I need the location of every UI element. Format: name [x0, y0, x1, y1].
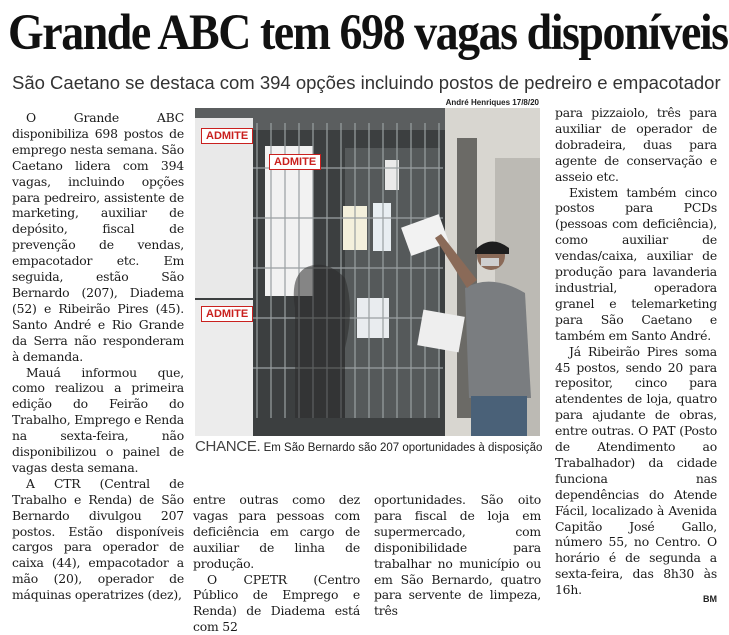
headline: Grande ABC tem 698 vagas disponíveis: [8, 5, 728, 61]
paragraph: para pizzaiolo, três para auxiliar de operador de dobradeira, duas para agente de conservação e asseio etc.: [555, 105, 717, 184]
article-column-3: [374, 492, 541, 619]
paragraph: entre outras como dez vagas para pessoas com deficiência em cargo de auxiliar de linha de produção.: [193, 492, 360, 571]
photo-caption: [195, 438, 543, 456]
paragraph: Mauá informou que, como realizou a primeira edição do Feirão do Trabalho, Emprego e Renda na sexta-feira, não disponibilizou o painel de vagas desta semana.: [12, 364, 184, 475]
subheadline: São Caetano se destaca com 394 opções incluindo postos de pedreiro e empacotador: [12, 72, 721, 93]
paragraph: A CTR (Central de Trabalho e Renda) de São Bernardo divulgou 207 postos. Estão disponíveis cargos para operador de caixa (44), empacotador a mão (20), operador de máquinas operatrizes (dez),: [12, 475, 184, 603]
storefront-illustration: [195, 108, 540, 436]
paragraph: Já Ribeirão Pires soma 45 postos, sendo 20 para repositor, cinco para atendentes de loja, quatro para ajudante de obras, entre outras. O PAT (Posto de Atendimento ao Trabalhador) da cidade funciona nas dependências do Atende Fácil, localizado à Avenida Capitão José Gallo, número 55, no Centro. O horário é de segunda a sexta-feira, das 8h30 às 16h.: [555, 343, 717, 598]
author-signature: BM: [703, 594, 717, 604]
article-column-4: [555, 105, 717, 598]
caption-lead: CHANCE.: [195, 438, 261, 455]
photo-credit: André Henriques 17/8/20: [445, 98, 539, 107]
paragraph: O CPETR (Centro Público de Emprego e Renda) de Diadema está com 52: [193, 571, 360, 635]
admite-poster: ADMITE: [201, 128, 253, 144]
admite-poster: ADMITE: [201, 306, 253, 322]
paragraph: oportunidades. São oito para fiscal de loja em supermercado, com disponibilidade para trabalhar no município ou em São Bernardo, quatro para servente de limpeza, três: [374, 492, 541, 619]
paragraph: O Grande ABC disponibiliza 698 postos de emprego nesta semana. São Caetano lidera com 394 vagas, incluindo opções para pedreiro, assistente de marketing, auxiliar de depósito, fiscal de prevenção de vendas, empacotador etc. Em seguida, estão São Bernardo (207), Diadema (52) e Ribeirão Pires (45). Santo André e Rio Grande da Serra não responderam à demanda.: [12, 110, 184, 364]
paragraph: Existem também cinco postos para PCDs (pessoas com deficiência), como auxiliar de vendas/caixa, auxiliar de produção para lavanderia industrial, operadora granel e telemarketing para São Caetano e também em Santo André.: [555, 184, 717, 343]
caption-text: Em São Bernardo são 207 oportunidades à disposição: [260, 442, 543, 454]
article-column-1: [12, 110, 184, 603]
news-photo: [195, 108, 540, 436]
admite-poster: ADMITE: [269, 154, 321, 170]
article-column-2: [193, 492, 360, 635]
